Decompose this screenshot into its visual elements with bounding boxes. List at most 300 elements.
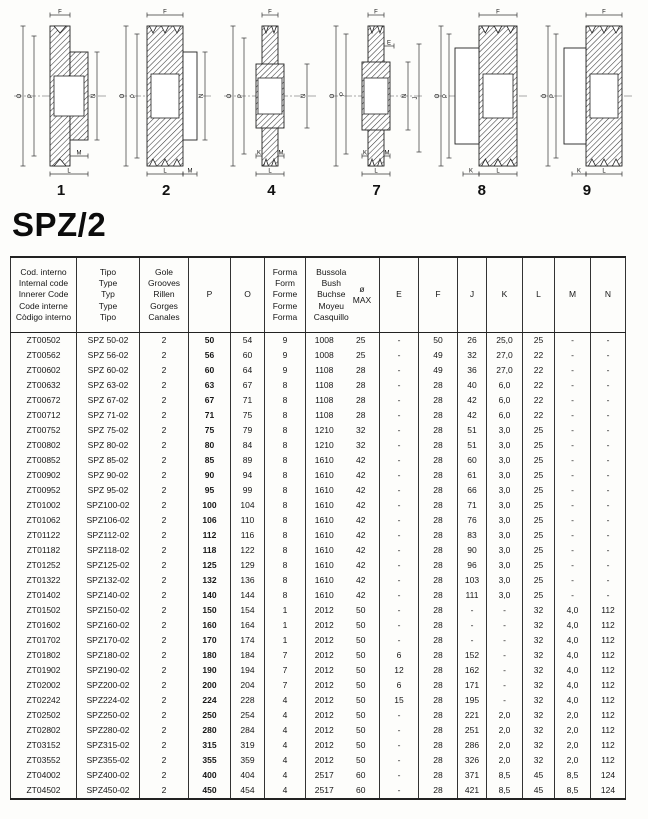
cell-n: 112 <box>591 678 626 693</box>
cell-o: 122 <box>231 543 265 558</box>
cell-bush-max <box>306 408 380 423</box>
cell-code: ZT02002 <box>26 680 61 690</box>
svg-text:E: E <box>386 40 391 47</box>
svg-text:L: L <box>163 168 167 175</box>
cell-o: 454 <box>231 783 265 799</box>
cell-p: 80 <box>189 438 231 453</box>
bush-value: 1610 <box>314 545 334 555</box>
cell-e: - <box>380 753 419 768</box>
cell-o: 174 <box>231 633 265 648</box>
cell-o: 79 <box>231 423 265 438</box>
max-value: 28 <box>356 380 366 390</box>
cell-m: 2,0 <box>555 753 591 768</box>
cell-code: ZT03152 <box>26 740 61 750</box>
svg-text:K: K <box>362 150 367 157</box>
cell-bush-max <box>306 393 380 408</box>
svg-text:J: J <box>412 96 419 100</box>
cell-j: - <box>458 603 487 618</box>
cell-grooves: 2 <box>140 723 189 738</box>
cell-grooves: 2 <box>140 588 189 603</box>
table-row <box>11 498 626 513</box>
cell-m: - <box>555 558 591 573</box>
cell-grooves: 2 <box>140 573 189 588</box>
cell-o: 319 <box>231 738 265 753</box>
cell-form: 8 <box>265 543 306 558</box>
cell-code: ZT01702 <box>26 635 61 645</box>
cell-code: ZT01122 <box>26 530 61 540</box>
cell-j: 32 <box>458 348 487 363</box>
cell-m: 4,0 <box>555 603 591 618</box>
cell-form: 8 <box>265 408 306 423</box>
cell-f: 28 <box>419 708 458 723</box>
bush-max-values <box>306 528 379 543</box>
cell-type: SPZ 56-02 <box>77 348 140 363</box>
cell-form: 1 <box>265 603 306 618</box>
cell-o: 284 <box>231 723 265 738</box>
svg-text:P: P <box>442 93 449 99</box>
cell-m: - <box>555 453 591 468</box>
cell-p: 118 <box>189 543 231 558</box>
cell-e: 12 <box>380 663 419 678</box>
cell-type: SPZ 67-02 <box>77 393 140 408</box>
bush-max-values <box>306 693 379 708</box>
cell-p: 280 <box>189 723 231 738</box>
pulley-drawing <box>10 4 112 182</box>
bush-max-values <box>306 513 379 528</box>
cell-grooves: 2 <box>140 738 189 753</box>
cell-k: 2,0 <box>487 723 523 738</box>
cell-k: 6,0 <box>487 393 523 408</box>
svg-text:N: N <box>91 93 97 99</box>
cell-k: 6,0 <box>487 378 523 393</box>
cell-l: 25 <box>523 558 555 573</box>
max-value: 25 <box>356 350 366 360</box>
svg-text:O: O <box>329 93 336 99</box>
col-header-internal-code: Cod. interno Internal code Innerer Code Code interne Còdigo interno <box>11 257 77 333</box>
svg-text:P: P <box>549 93 556 99</box>
cell-e: 6 <box>380 678 419 693</box>
cell-k: - <box>487 678 523 693</box>
cell-j: 152 <box>458 648 487 663</box>
col-header-j: J <box>458 257 487 333</box>
bush-max-values <box>306 453 379 468</box>
cell-e: - <box>380 468 419 483</box>
cell-l: 22 <box>523 393 555 408</box>
bush-value: 1210 <box>314 425 334 435</box>
max-value: 50 <box>356 740 366 750</box>
max-value: 42 <box>356 485 366 495</box>
cell-j: 51 <box>458 423 487 438</box>
cell-p: 112 <box>189 528 231 543</box>
cell-j: 61 <box>458 468 487 483</box>
cell-f: 28 <box>419 393 458 408</box>
cell-n: - <box>591 378 626 393</box>
page-title: SPZ/2 <box>12 206 107 243</box>
cell-e: - <box>380 498 419 513</box>
cell-p: 250 <box>189 708 231 723</box>
bush-value: 1610 <box>314 470 334 480</box>
cell-n: - <box>591 558 626 573</box>
cell-grooves: 2 <box>140 753 189 768</box>
cell-type: SPZ118-02 <box>77 543 140 558</box>
cell-j: 36 <box>458 363 487 378</box>
bush-max-values <box>306 753 379 768</box>
cell-p: 170 <box>189 633 231 648</box>
cell-n: - <box>591 543 626 558</box>
max-value: 28 <box>356 395 366 405</box>
bush-value: 2012 <box>314 680 334 690</box>
max-value: 42 <box>356 560 366 570</box>
cell-l: 25 <box>523 498 555 513</box>
pulley-diagram-8 <box>431 4 533 200</box>
col-header-form: Forma Form Forme Forme Forma <box>265 257 306 333</box>
cell-n: - <box>591 363 626 378</box>
cell-code: ZT01402 <box>26 590 61 600</box>
cell-o: 129 <box>231 558 265 573</box>
cell-code: ZT01802 <box>26 650 61 660</box>
max-value: 42 <box>356 500 366 510</box>
cell-form: 4 <box>265 723 306 738</box>
cell-e: - <box>380 573 419 588</box>
cell-type: SPZ 50-02 <box>77 333 140 349</box>
svg-text:N: N <box>301 93 308 99</box>
bush-value: 2012 <box>314 650 334 660</box>
cell-f: 28 <box>419 438 458 453</box>
bush-max-values <box>306 648 379 663</box>
col-header-o: O <box>231 257 265 333</box>
cell-type: SPZ150-02 <box>77 603 140 618</box>
cell-grooves: 2 <box>140 693 189 708</box>
table-row <box>11 348 626 363</box>
cell-n: 112 <box>591 663 626 678</box>
table-row <box>11 708 626 723</box>
bush-label: Bussola Bush Buchse Moyeu Casquillo <box>313 266 349 322</box>
diagram-number: 2 <box>162 182 171 199</box>
cell-e: - <box>380 618 419 633</box>
cell-k: - <box>487 603 523 618</box>
cell-form: 8 <box>265 453 306 468</box>
cell-m: - <box>555 363 591 378</box>
svg-text:N: N <box>401 93 408 99</box>
cell-f: 28 <box>419 603 458 618</box>
cell-grooves: 2 <box>140 708 189 723</box>
bush-max-values <box>306 663 379 678</box>
cell-type: SPZ280-02 <box>77 723 140 738</box>
cell-code: ZT00852 <box>26 455 61 465</box>
table-row <box>11 753 626 768</box>
cell-k: - <box>487 618 523 633</box>
cell-m: 4,0 <box>555 633 591 648</box>
cell-k: 6,0 <box>487 408 523 423</box>
cell-j: 371 <box>458 768 487 783</box>
cell-type: SPZ190-02 <box>77 663 140 678</box>
cell-bush-max <box>306 378 380 393</box>
cell-p: 450 <box>189 783 231 799</box>
cell-type: SPZ315-02 <box>77 738 140 753</box>
svg-text:P: P <box>339 91 346 97</box>
cell-l: 22 <box>523 408 555 423</box>
cell-f: 28 <box>419 378 458 393</box>
cell-j: 421 <box>458 783 487 799</box>
cell-grooves: 2 <box>140 363 189 378</box>
cell-form: 8 <box>265 573 306 588</box>
cell-grooves: 2 <box>140 663 189 678</box>
cell-p: 400 <box>189 768 231 783</box>
cell-l: 22 <box>523 348 555 363</box>
cell-code: ZT00802 <box>26 440 61 450</box>
cell-j: 60 <box>458 453 487 468</box>
max-value: 50 <box>356 710 366 720</box>
cell-grooves: 2 <box>140 648 189 663</box>
cell-o: 404 <box>231 768 265 783</box>
cell-k: 3,0 <box>487 483 523 498</box>
bush-max-values <box>306 678 379 693</box>
cell-form: 7 <box>265 663 306 678</box>
cell-p: 100 <box>189 498 231 513</box>
cell-grooves: 2 <box>140 453 189 468</box>
cell-e: - <box>380 333 419 349</box>
cell-code: ZT00712 <box>26 410 61 420</box>
cell-p: 85 <box>189 453 231 468</box>
max-value: 50 <box>356 650 366 660</box>
bush-max-values <box>306 378 379 393</box>
bush-max-values <box>306 738 379 753</box>
cell-f: 49 <box>419 348 458 363</box>
col-header-bush-max <box>306 257 380 333</box>
cell-grooves: 2 <box>140 438 189 453</box>
cell-grooves: 2 <box>140 348 189 363</box>
cell-k: 2,0 <box>487 738 523 753</box>
cell-bush-max <box>306 693 380 708</box>
cell-code: ZT04002 <box>26 770 61 780</box>
cell-form: 8 <box>265 528 306 543</box>
table-body <box>11 333 626 800</box>
max-label: ø MAX <box>352 283 372 305</box>
cell-n: - <box>591 408 626 423</box>
cell-bush-max <box>306 423 380 438</box>
cell-code: ZT00562 <box>26 350 61 360</box>
cell-n: 112 <box>591 693 626 708</box>
cell-type: SPZ160-02 <box>77 618 140 633</box>
bush-max-values <box>306 423 379 438</box>
cell-k: 3,0 <box>487 453 523 468</box>
bush-max-values <box>306 543 379 558</box>
cell-n: - <box>591 528 626 543</box>
col-header-p: P <box>189 257 231 333</box>
cell-p: 50 <box>189 333 231 349</box>
table-row <box>11 558 626 573</box>
cell-k: 27,0 <box>487 348 523 363</box>
cell-j: 251 <box>458 723 487 738</box>
pulley-diagram-2 <box>115 4 217 200</box>
cell-n: - <box>591 483 626 498</box>
cell-e: - <box>380 408 419 423</box>
table-row <box>11 333 626 349</box>
cell-f: 28 <box>419 633 458 648</box>
cell-o: 104 <box>231 498 265 513</box>
pulley-diagram-9 <box>536 4 638 200</box>
cell-bush-max <box>306 723 380 738</box>
cell-f: 50 <box>419 333 458 349</box>
table-row <box>11 783 626 799</box>
cell-f: 28 <box>419 723 458 738</box>
cell-f: 28 <box>419 618 458 633</box>
cell-j: 42 <box>458 393 487 408</box>
cell-f: 28 <box>419 558 458 573</box>
cell-o: 359 <box>231 753 265 768</box>
cell-l: 45 <box>523 783 555 799</box>
cell-k: 3,0 <box>487 423 523 438</box>
svg-text:M: M <box>278 150 284 157</box>
svg-text:M: M <box>187 168 193 175</box>
max-value: 32 <box>356 440 366 450</box>
bush-max-values <box>306 393 379 408</box>
cell-p: 180 <box>189 648 231 663</box>
cell-type: SPZ 80-02 <box>77 438 140 453</box>
bush-value: 2012 <box>314 635 334 645</box>
svg-text:F: F <box>602 9 606 16</box>
cell-type: SPZ 75-02 <box>77 423 140 438</box>
cell-n: 112 <box>591 633 626 648</box>
cell-j: 51 <box>458 438 487 453</box>
cell-type: SPZ132-02 <box>77 573 140 588</box>
cell-l: 45 <box>523 768 555 783</box>
cell-f: 28 <box>419 453 458 468</box>
cell-e: - <box>380 423 419 438</box>
cell-k: 27,0 <box>487 363 523 378</box>
cell-code: ZT00902 <box>26 470 61 480</box>
cell-grooves: 2 <box>140 393 189 408</box>
bush-value: 1610 <box>314 500 334 510</box>
cell-n: - <box>591 453 626 468</box>
cell-form: 9 <box>265 348 306 363</box>
pulley-diagrams <box>0 0 648 200</box>
bush-value: 2012 <box>314 740 334 750</box>
svg-text:O: O <box>120 93 127 99</box>
cell-m: - <box>555 423 591 438</box>
cell-j: 83 <box>458 528 487 543</box>
cell-grooves: 2 <box>140 468 189 483</box>
cell-j: 111 <box>458 588 487 603</box>
table-row <box>11 453 626 468</box>
table-row <box>11 408 626 423</box>
bush-value: 1610 <box>314 455 334 465</box>
max-value: 50 <box>356 605 366 615</box>
cell-j: 42 <box>458 408 487 423</box>
cell-o: 204 <box>231 678 265 693</box>
cell-p: 140 <box>189 588 231 603</box>
cell-m: 4,0 <box>555 618 591 633</box>
cell-m: 8,5 <box>555 768 591 783</box>
cell-bush-max <box>306 588 380 603</box>
cell-form: 8 <box>265 438 306 453</box>
max-value: 50 <box>356 665 366 675</box>
cell-bush-max <box>306 708 380 723</box>
cell-bush-max <box>306 663 380 678</box>
cell-grooves: 2 <box>140 408 189 423</box>
cell-n: 112 <box>591 723 626 738</box>
table-row <box>11 693 626 708</box>
cell-l: 25 <box>523 483 555 498</box>
cell-form: 9 <box>265 333 306 349</box>
cell-l: 32 <box>523 633 555 648</box>
table-row <box>11 393 626 408</box>
cell-l: 25 <box>523 438 555 453</box>
cell-form: 7 <box>265 678 306 693</box>
cell-type: SPZ140-02 <box>77 588 140 603</box>
cell-e: 15 <box>380 693 419 708</box>
cell-type: SPZ224-02 <box>77 693 140 708</box>
cell-l: 32 <box>523 603 555 618</box>
cell-m: 4,0 <box>555 648 591 663</box>
bush-value: 1610 <box>314 560 334 570</box>
table-row <box>11 378 626 393</box>
diagram-number: 4 <box>267 182 276 199</box>
bush-value: 1008 <box>314 335 334 345</box>
svg-text:P: P <box>28 93 34 99</box>
cell-code: ZT01902 <box>26 665 61 675</box>
cell-f: 28 <box>419 648 458 663</box>
bush-value: 2517 <box>314 770 334 780</box>
max-value: 28 <box>356 365 366 375</box>
cell-grooves: 2 <box>140 378 189 393</box>
cell-p: 75 <box>189 423 231 438</box>
bush-value: 2012 <box>314 665 334 675</box>
table-row <box>11 483 626 498</box>
table-row <box>11 738 626 753</box>
bush-value: 1610 <box>314 485 334 495</box>
bush-value: 1210 <box>314 440 334 450</box>
cell-type: SPZ170-02 <box>77 633 140 648</box>
cell-k: 3,0 <box>487 528 523 543</box>
cell-m: - <box>555 498 591 513</box>
cell-o: 99 <box>231 483 265 498</box>
bush-max-values <box>306 573 379 588</box>
cell-l: 32 <box>523 738 555 753</box>
cell-bush-max <box>306 753 380 768</box>
pulley-diagram-4 <box>220 4 322 200</box>
cell-m: - <box>555 438 591 453</box>
cell-grooves: 2 <box>140 783 189 799</box>
cell-f: 28 <box>419 483 458 498</box>
max-value: 60 <box>356 770 366 780</box>
bush-max-values <box>306 333 379 348</box>
cell-form: 4 <box>265 753 306 768</box>
cell-n: 112 <box>591 708 626 723</box>
bush-value: 1610 <box>314 575 334 585</box>
cell-o: 184 <box>231 648 265 663</box>
cell-p: 190 <box>189 663 231 678</box>
cell-e: - <box>380 363 419 378</box>
cell-bush-max <box>306 678 380 693</box>
cell-j: 40 <box>458 378 487 393</box>
cell-form: 8 <box>265 378 306 393</box>
bush-value: 2012 <box>314 710 334 720</box>
cell-n: - <box>591 393 626 408</box>
cell-e: - <box>380 768 419 783</box>
col-header-e: E <box>380 257 419 333</box>
cell-n: - <box>591 423 626 438</box>
cell-e: - <box>380 453 419 468</box>
cell-type: SPZ100-02 <box>77 498 140 513</box>
cell-code: ZT03552 <box>26 755 61 765</box>
cell-bush-max <box>306 438 380 453</box>
cell-code: ZT01252 <box>26 560 61 570</box>
cell-grooves: 2 <box>140 603 189 618</box>
diagram-number: 7 <box>372 182 381 199</box>
cell-f: 28 <box>419 693 458 708</box>
cell-form: 8 <box>265 393 306 408</box>
